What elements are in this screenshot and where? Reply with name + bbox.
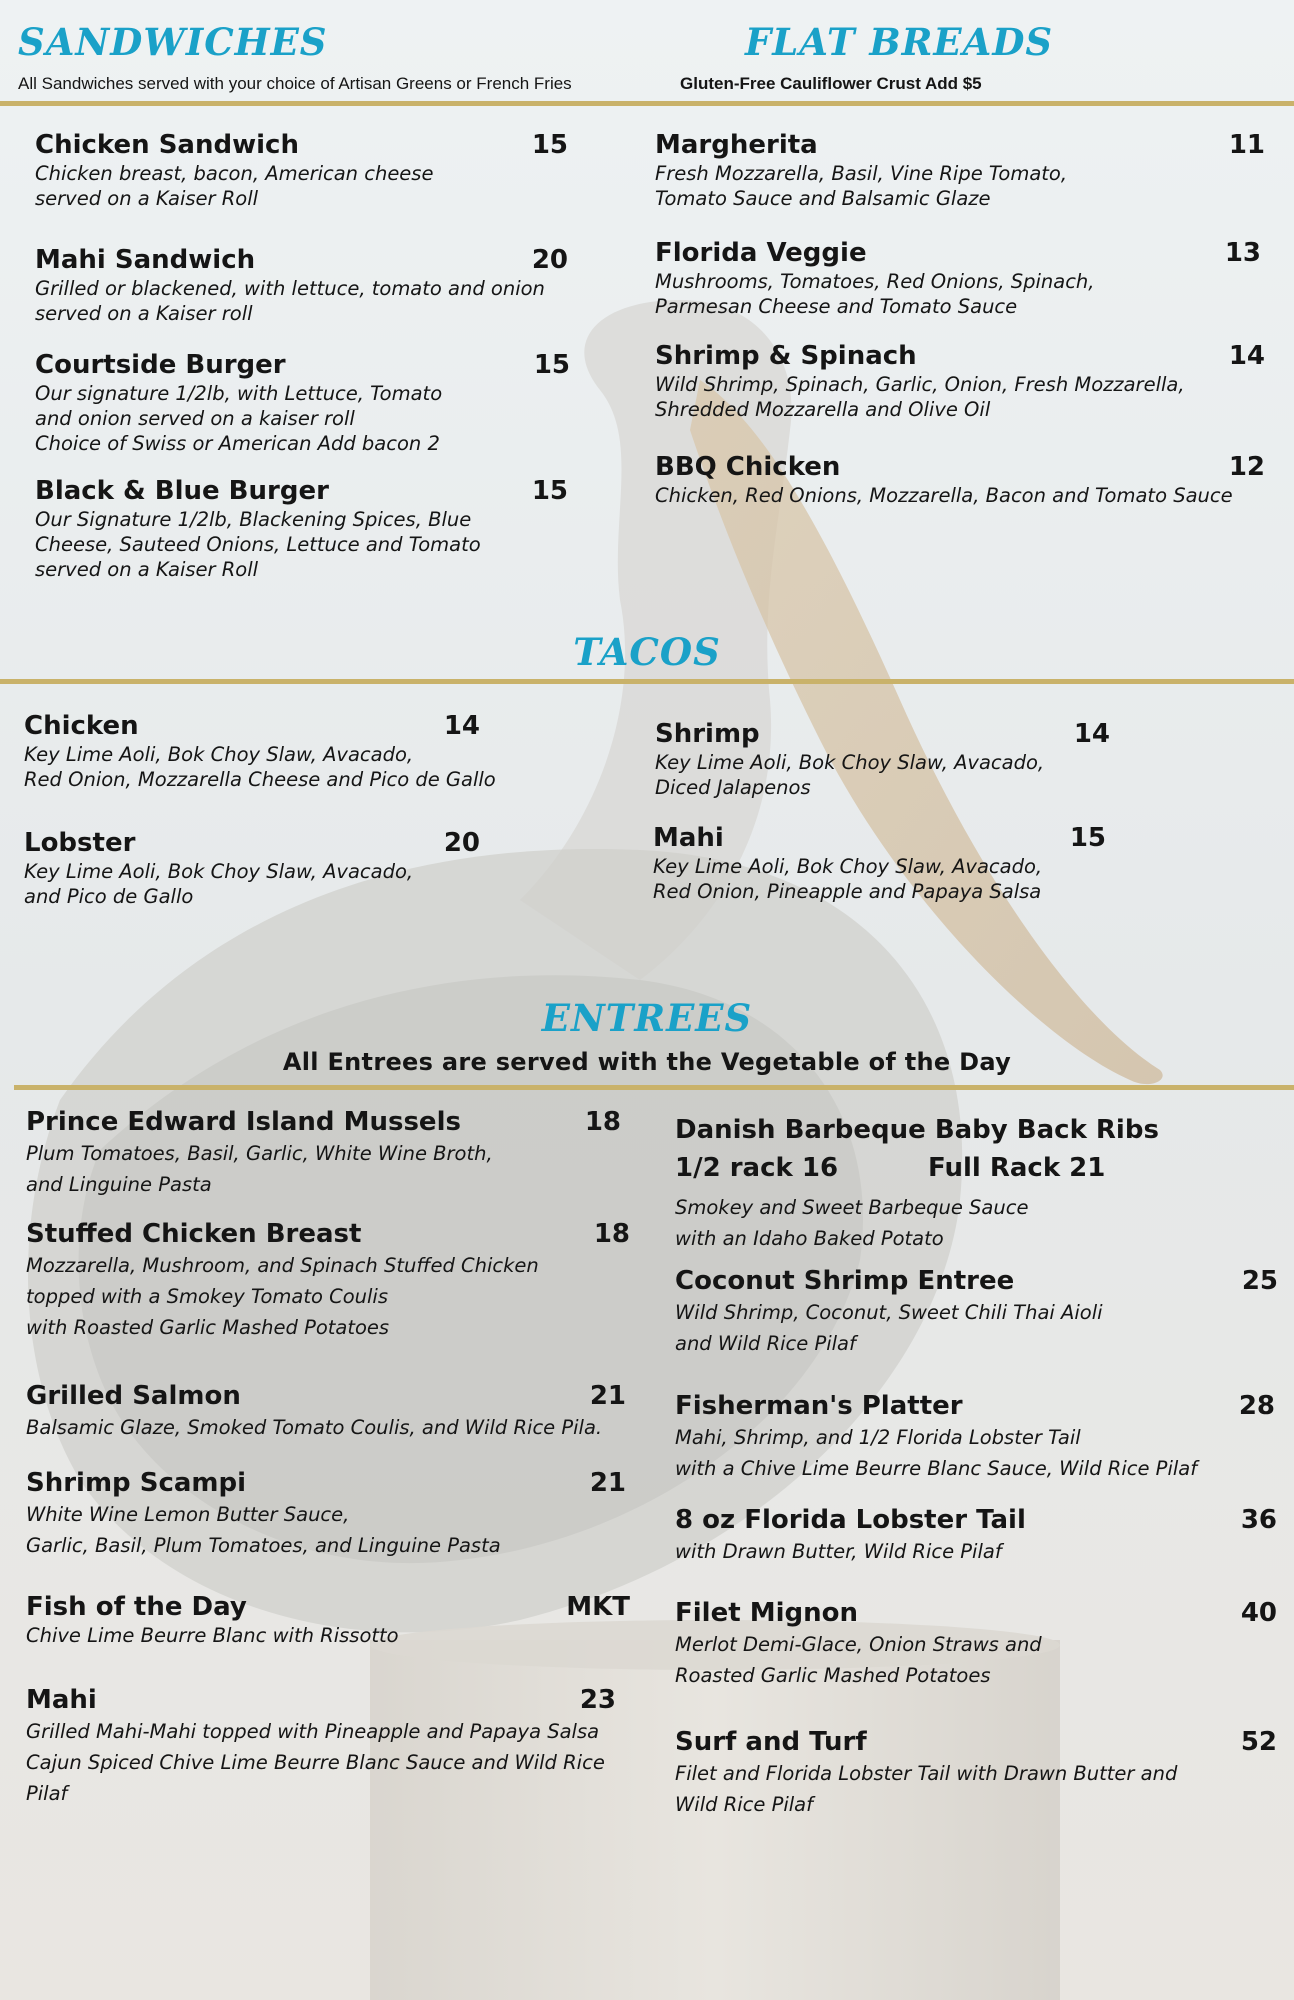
item-price: 15	[531, 476, 568, 506]
item-name: Shrimp Scampi	[26, 1468, 247, 1498]
item-price: 21	[589, 1381, 626, 1411]
half-rack-price: 1/2 rack 16	[675, 1153, 839, 1183]
item-name: Courtside Burger	[35, 350, 286, 380]
item-price: 36	[1240, 1505, 1277, 1535]
menu-item	[26, 1685, 616, 1809]
item-price: 28	[1238, 1391, 1275, 1421]
item-description: Wild Shrimp, Spinach, Garlic, Onion, Fresh Mozzarella, Shredded Mozzarella and Olive Oil	[655, 373, 1185, 421]
item-description: Mushrooms, Tomatoes, Red Onions, Spinach, Parmesan Cheese and Tomato Sauce	[655, 270, 1095, 318]
item-name: Danish Barbeque Baby Back Ribs	[675, 1115, 1159, 1145]
item-name: Filet Mignon	[675, 1598, 858, 1628]
flatbreads-title: FLAT BREADS	[745, 20, 1054, 64]
item-description: Fresh Mozzarella, Basil, Vine Ripe Tomato, Tomato Sauce and Balsamic Glaze	[655, 162, 1068, 210]
item-description: Merlot Demi-Glace, Onion Straws and Roasted Garlic Mashed Potatoes	[675, 1633, 1042, 1687]
item-name: Stuffed Chicken Breast	[26, 1219, 362, 1249]
menu-item	[655, 238, 1265, 319]
item-description: Chicken breast, bacon, American cheese served on a Kaiser Roll	[35, 162, 434, 210]
item-description: Balsamic Glaze, Smoked Tomato Coulis, and Wild Rice Pila.	[26, 1416, 603, 1439]
item-description: Plum Tomatoes, Basil, Garlic, White Wine Broth, and Linguine Pasta	[26, 1142, 493, 1196]
menu-item	[655, 130, 1265, 211]
item-name: BBQ Chicken	[655, 452, 841, 482]
menu-item	[675, 1266, 1278, 1359]
menu-item	[653, 823, 1106, 904]
item-price: 14	[1228, 341, 1265, 371]
divider-rule	[14, 1085, 1294, 1090]
item-price: 15	[531, 130, 568, 160]
item-name: Mahi	[26, 1685, 97, 1715]
item-name: Mahi	[653, 823, 724, 853]
item-name: Surf and Turf	[675, 1727, 867, 1757]
item-price: 12	[1228, 452, 1265, 482]
item-description: Mahi, Shrimp, and 1/2 Florida Lobster Tail with a Chive Lime Beurre Blanc Sauce, Wild Rice Pilaf	[675, 1426, 1198, 1480]
divider-rule	[0, 101, 1294, 106]
menu-item	[26, 1592, 630, 1648]
menu-item	[35, 130, 570, 211]
menu-item	[35, 350, 570, 456]
tacos-title: TACOS	[573, 630, 721, 674]
item-price: 40	[1240, 1598, 1277, 1628]
item-description: Filet and Florida Lobster Tail with Drawn Butter and Wild Rice Pilaf	[675, 1762, 1178, 1816]
item-name: Fish of the Day	[26, 1592, 247, 1622]
menu-item	[675, 1598, 1277, 1691]
item-name: Chicken	[24, 711, 139, 741]
item-description: with Drawn Butter, Wild Rice Pilaf	[675, 1540, 1002, 1563]
menu-item-ribs	[675, 1115, 1235, 1254]
item-name: Shrimp	[655, 719, 760, 749]
item-name: 8 oz Florida Lobster Tail	[675, 1505, 1026, 1535]
item-price: 14	[443, 711, 480, 741]
menu-item	[35, 476, 570, 582]
item-name: Florida Veggie	[655, 238, 867, 268]
item-description: Key Lime Aoli, Bok Choy Slaw, Avacado, Red Onion, Pineapple and Papaya Salsa	[653, 855, 1043, 903]
item-name: Black & Blue Burger	[35, 476, 329, 506]
menu-item	[655, 452, 1265, 508]
menu-item	[655, 341, 1265, 422]
menu-item	[26, 1468, 626, 1561]
item-price: 18	[584, 1107, 621, 1137]
item-price: 13	[1224, 238, 1261, 268]
item-name: Coconut Shrimp Entree	[675, 1266, 1015, 1296]
sandwiches-title: SANDWICHES	[18, 20, 328, 64]
item-price: 52	[1240, 1727, 1277, 1757]
item-price: 20	[531, 245, 568, 275]
item-description: Chicken, Red Onions, Mozzarella, Bacon and Tomato Sauce	[655, 484, 1233, 507]
item-description: Smokey and Sweet Barbeque Sauce with an Idaho Baked Potato	[675, 1196, 1029, 1250]
menu-item	[24, 828, 480, 909]
item-price: MKT	[566, 1592, 630, 1622]
item-description: Key Lime Aoli, Bok Choy Slaw, Avacado, Diced Jalapenos	[655, 751, 1045, 799]
item-price: 20	[443, 828, 480, 858]
item-name: Mahi Sandwich	[35, 245, 256, 275]
sandwiches-note: All Sandwiches served with your choice of Artisan Greens or French Fries	[18, 74, 572, 93]
divider-rule	[0, 679, 1294, 684]
item-price: 15	[1069, 823, 1106, 853]
menu-item	[35, 245, 570, 326]
item-description: Mozzarella, Mushroom, and Spinach Stuffed Chicken topped with a Smokey Tomato Coulis with Roasted Garlic Mashed Potatoes	[26, 1254, 539, 1339]
item-price: 14	[1073, 719, 1110, 749]
item-price: 15	[533, 350, 570, 380]
item-description: Wild Shrimp, Coconut, Sweet Chili Thai Aioli and Wild Rice Pilaf	[675, 1301, 1103, 1355]
item-description: Grilled or blackened, with lettuce, tomato and onion served on a Kaiser roll	[35, 277, 545, 325]
item-description: Our signature 1/2lb, with Lettuce, Tomato and onion served on a kaiser roll Choice of Swiss or American Add bacon 2	[35, 382, 443, 455]
menu-item	[655, 719, 1110, 800]
entrees-title: ENTREES	[541, 996, 753, 1040]
item-description: Chive Lime Beurre Blanc with Rissotto	[26, 1624, 399, 1647]
ribs-prices	[675, 1153, 1235, 1191]
item-name: Margherita	[655, 130, 818, 160]
item-price: 23	[579, 1685, 616, 1715]
flatbreads-note: Gluten-Free Cauliflower Crust Add $5	[680, 74, 982, 93]
item-price: 11	[1228, 130, 1265, 160]
item-description: Key Lime Aoli, Bok Choy Slaw, Avacado, Red Onion, Mozzarella Cheese and Pico de Gallo	[24, 743, 496, 791]
menu-item	[26, 1219, 630, 1343]
item-name: Shrimp & Spinach	[655, 341, 917, 371]
item-name: Fisherman's Platter	[675, 1391, 963, 1421]
item-name: Prince Edward Island Mussels	[26, 1107, 461, 1137]
item-name: Lobster	[24, 828, 136, 858]
menu-item	[24, 711, 496, 792]
menu-item	[675, 1391, 1275, 1484]
item-description: Key Lime Aoli, Bok Choy Slaw, Avacado, and Pico de Gallo	[24, 860, 414, 908]
item-price: 25	[1241, 1266, 1278, 1296]
menu-item	[26, 1381, 626, 1443]
menu-item	[26, 1107, 624, 1200]
entrees-note: All Entrees are served with the Vegetable of the Day	[282, 1048, 1012, 1076]
item-name: Grilled Salmon	[26, 1381, 241, 1411]
item-name: Chicken Sandwich	[35, 130, 299, 160]
full-rack-price: Full Rack 21	[928, 1153, 1106, 1183]
item-price: 18	[593, 1219, 630, 1249]
menu-item	[675, 1727, 1277, 1820]
item-description: White Wine Lemon Butter Sauce, Garlic, Basil, Plum Tomatoes, and Linguine Pasta	[26, 1503, 501, 1557]
item-description: Our Signature 1/2lb, Blackening Spices, Blue Cheese, Sauteed Onions, Lettuce and Tomato served on a Kaiser Roll	[35, 508, 481, 581]
item-description: Grilled Mahi-Mahi topped with Pineapple and Papaya Salsa Cajun Spiced Chive Lime Beurre Blanc Sauce and Wild Rice Pilaf	[26, 1720, 605, 1805]
item-price: 21	[589, 1468, 626, 1498]
menu-item	[675, 1505, 1277, 1567]
